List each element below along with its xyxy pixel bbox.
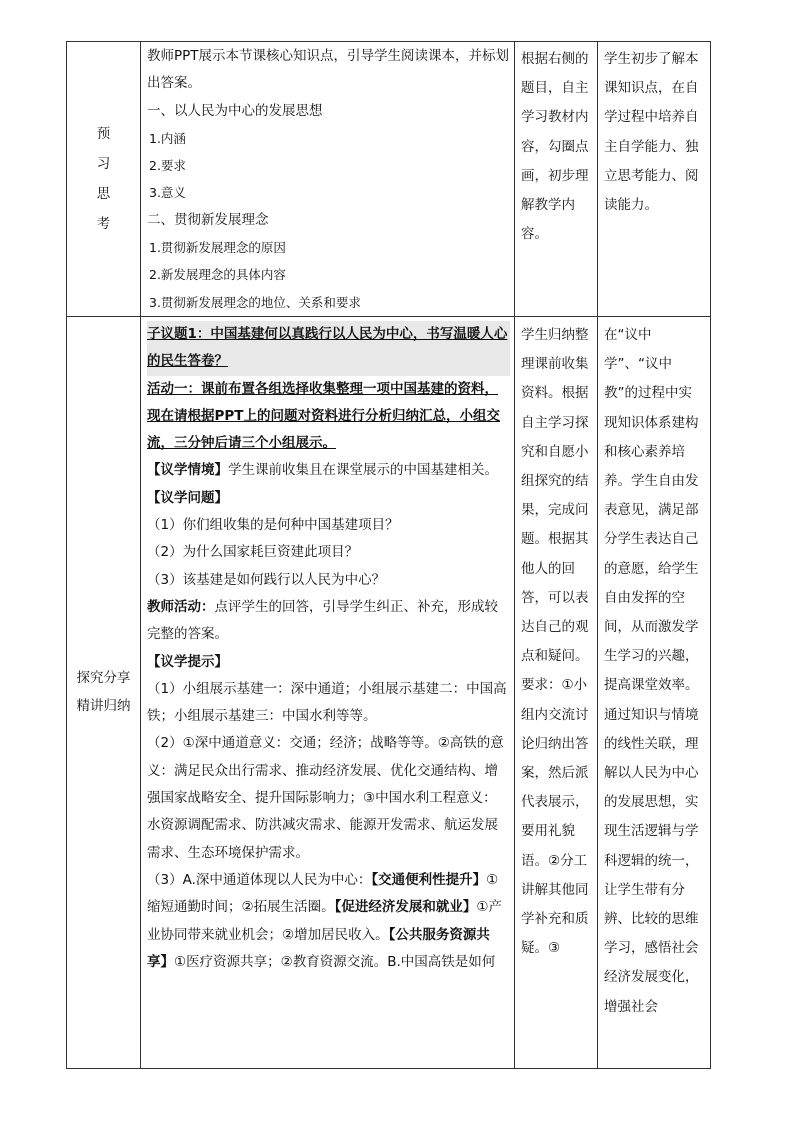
preview-intro: 教师PPT展示本节课核心知识点，引导学生阅读课本，并标划出答案。 [147,48,510,92]
situation-paragraph [147,457,510,484]
section-heading: 一、以人民为中心的发展思想 [147,102,323,119]
list-item: 3.意义 [149,185,186,201]
design-intent-text: 在“议中学”、“议中教”的过程中实现知识体系建构和核心素养培养。学生自由发表意见，满足部分学生表达自己的意愿，给学生自由发挥的空间，从而激发学生学习的兴趣，提高课堂效率。通过知识与情境的线性关联，理解以人民为中心的发展思想，实现生活逻辑与学科逻辑的统一，让学生带有分辨、比较的思维学习，感悟社会经济发展变化，增强社会 [604,326,699,1015]
activity-one: 活动一：课前布置各组选择收集整理一项中国基建的资料，现在请根据PPT上的问题对资料进行分析归纳汇总，小组交流，三分钟后请三个小组展示。 [147,380,500,452]
student-activity-cell-preview [515,42,598,317]
hint-item: （1）小组展示基建一：深中通道；小组展示基建二：中国高铁；小组展示基建三：中国水利等等。 [147,680,507,725]
list-item: 2.新发展理念的具体内容 [149,267,286,283]
stage-cell-explore [67,316,141,1068]
teacher-label: 教师活动： [147,598,215,615]
student-activity-cell-explore [515,316,598,1068]
stage-line: 探究分享 [76,670,131,687]
list-item: 1.内涵 [149,130,186,146]
hint3-part: ①缩短通勤时间；②拓展生活圈。 [147,871,499,916]
hint3-part: ①医疗资源共享；②教育资源交流。B.中国高铁是如何 [174,953,496,970]
hint3-tag: 【交通便利性提升】 [371,871,487,888]
stage-char: 预 [96,125,111,142]
questions-label: 【议学问题】 [147,489,228,506]
hint3-part: （3）A.深中通道体现以人民为中心： [147,871,372,888]
section-heading: 二、贯彻新发展理念 [147,211,269,228]
content-cell-preview [141,42,515,317]
hint-item-3 [147,867,510,976]
list-item: 1.贯彻新发展理念的原因 [149,240,286,256]
teacher-text: 点评学生的回答，引导学生纠正、补充，形成较完整的答案。 [147,598,498,643]
question-item: （1）你们组收集的是何种中国基建项目？ [147,517,399,534]
hints-label: 【议学提示】 [147,653,228,670]
table-row-preview [67,42,711,317]
list-item: 2.要求 [149,158,186,174]
design-intent-text: 学生初步了解本课知识点，在自学过程中培养自主自学能力、独立思考能力、阅读能力。 [604,51,699,214]
question-item: （3）该基建是如何践行以人民为中心？ [147,571,386,588]
student-activity-text: 根据右侧的题目，自主学习教材内容，勾圈点画，初步理解教学内容。 [521,51,589,243]
stage-label-preview [96,119,112,239]
list-item: 3.贯彻新发展理念的地位、关系和要求 [149,294,361,310]
stage-cell-preview [67,42,141,317]
situation-label: 【议学情境】 [147,462,228,479]
hint3-tag: 【公共服务资源共享】 [147,926,490,970]
student-activity-text: 学生归纳整理课前收集资料。根据自主学习探究和自愿小组探究的结果，完成问题。根据其他人的回答，可以表达自己的观点和疑问。要求：①小组内交流讨论归纳出答案，然后派代表展示，要用礼貌语。②分工讲解其他同学补充和质疑。③ [521,326,589,957]
design-intent-cell-explore [598,316,711,1068]
situation-text: 学生课前收集且在课堂展示的中国基建相关。 [228,462,498,479]
lesson-plan-table [66,41,711,1069]
table-row-explore [67,316,711,1068]
hint-item: （2）①深中通道意义：交通；经济；战略等等。②高铁的意义：满足民众出行需求、推动经济发展、优化交通结构、增强国家战略安全、提升国际影响力；③中国水利工程意义：水资源调配需求、防洪减灾需求、能源开发需求、航运发展需求、生态环境保护需求。 [147,735,504,861]
teacher-activity [147,594,510,649]
hint3-part: ①产业协同带来就业机会；②增加居民收入。 [147,899,502,943]
hint3-tag: 【促进经济发展和就业】 [334,899,477,916]
design-intent-cell-preview [598,42,711,317]
stage-char: 习 [96,155,111,172]
stage-line: 精讲归纳 [76,698,131,715]
question-item: （2）为什么国家耗巨资建此项目？ [147,544,359,561]
stage-char: 考 [96,215,111,232]
stage-label-explore [77,664,131,720]
content-cell-explore [141,316,515,1068]
stage-char: 思 [96,185,111,202]
subtopic-heading: 子议题1：中国基建何以真践行以人民为中心，书写温暖人心的民生答卷？ [147,321,510,376]
